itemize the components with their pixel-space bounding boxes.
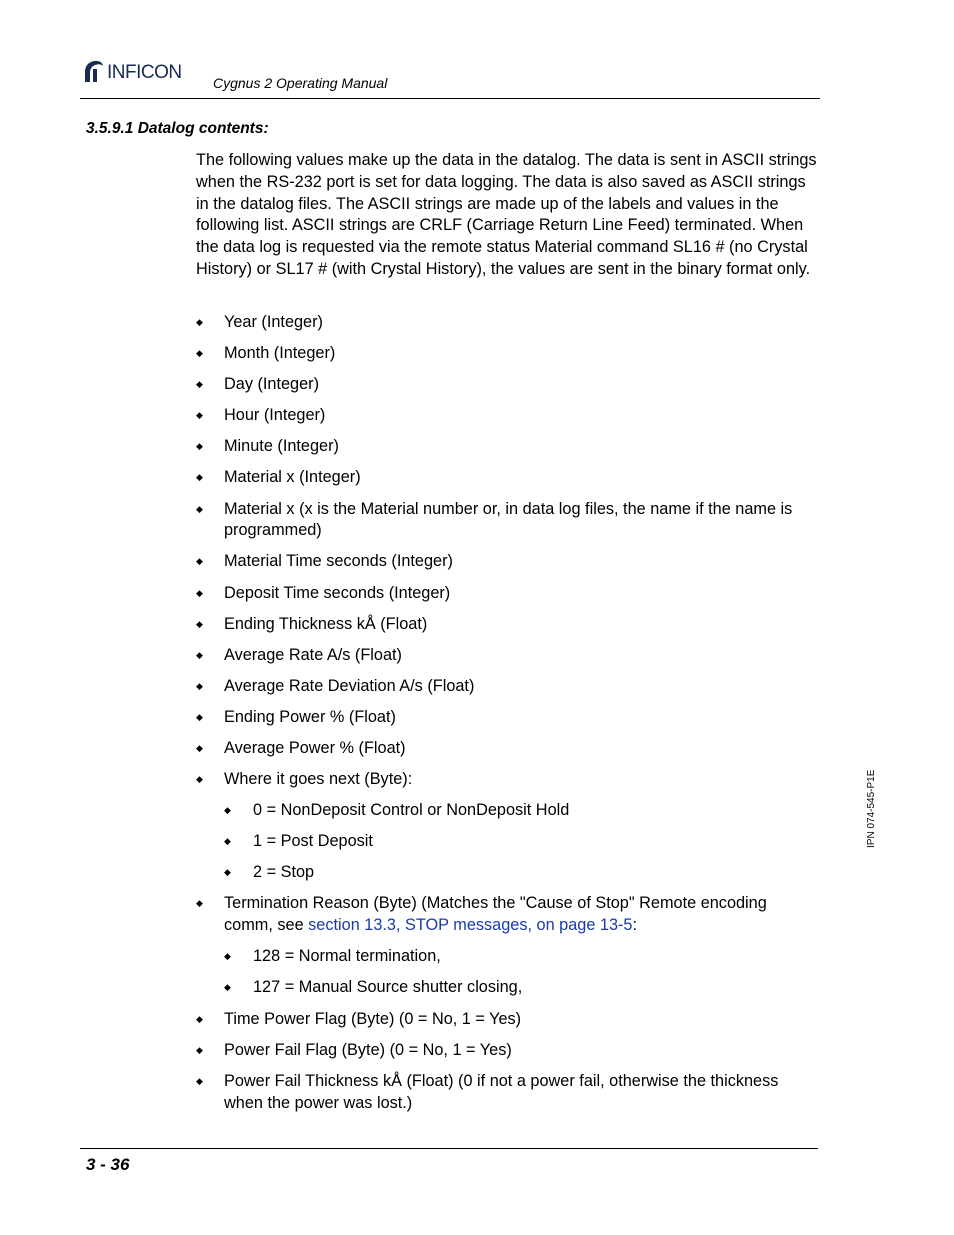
list-item: ◆ Power Fail Flag (Byte) (0 = No, 1 = Yes)	[196, 1040, 818, 1062]
sub-list-item: ◆ 128 = Normal termination,	[224, 946, 818, 968]
sub-list-item: ◆ 0 = NonDeposit Control or NonDeposit Hold	[224, 800, 818, 822]
list-item: ◆ Deposit Time seconds (Integer)	[196, 583, 818, 605]
list-item: ◆ Ending Power % (Float)	[196, 707, 818, 729]
list-item: ◆ Material x (x is the Material number or, in data log files, the name if the name is programmed)	[196, 499, 818, 543]
footer-rule	[80, 1148, 818, 1149]
list-item: ◆ Power Fail Thickness kÅ (Float) (0 if not a power fail, otherwise the thickness when the power was lost.)	[196, 1071, 818, 1115]
termination-text: Termination Reason (Byte) (Matches the "Cause of Stop" Remote encoding comm, see	[224, 894, 767, 935]
sub-list-item: ◆ 2 = Stop	[224, 862, 818, 884]
list-item: ◆ Material x (Integer)	[196, 467, 818, 489]
list-item: ◆ Year (Integer)	[196, 312, 818, 334]
list-item: ◆ Day (Integer)	[196, 374, 818, 396]
list-item: ◆ Ending Thickness kÅ (Float)	[196, 614, 818, 636]
termination-options	[224, 946, 818, 999]
list-item: ◆ Material Time seconds (Integer)	[196, 551, 818, 573]
page-number: 3 - 36	[86, 1155, 130, 1174]
header-rule	[80, 98, 820, 99]
list-item: ◆ Average Power % (Float)	[196, 738, 818, 760]
list-item: ◆ Minute (Integer)	[196, 436, 818, 458]
where-next-label: Where it goes next (Byte):	[224, 770, 413, 789]
section-heading: 3.5.9.1 Datalog contents:	[86, 120, 269, 137]
stop-messages-link[interactable]: section 13.3, STOP messages, on page 13-5	[308, 916, 633, 935]
intro-paragraph: The following values make up the data in the datalog. The data is sent in ASCII strings when the RS-232 port is set for data logging. The data is also saved as ASCII strings in the datalog files. The ASCII strings are made up of the labels and values in the following list. ASCII strings are CRLF (Carriage Return Line Feed) terminated. When the data log is requested via the remote status Material command SL16 # (no Crystal History) or SL17 # (with Crystal History), the values are sent in the binary format only.	[196, 151, 817, 278]
termination-colon: :	[632, 916, 638, 935]
list-item: ◆ Hour (Integer)	[196, 405, 818, 427]
list-item: ◆ Time Power Flag (Byte) (0 = No, 1 = Yes)	[196, 1009, 818, 1031]
where-next-options	[224, 800, 818, 884]
list-item: ◆ Average Rate A/s (Float)	[196, 645, 818, 667]
inficon-logo	[82, 60, 182, 82]
datalog-list	[196, 312, 818, 1124]
sub-list-item: ◆ 1 = Post Deposit	[224, 831, 818, 853]
document-ipn: IPN 074-545-P1E	[866, 769, 877, 848]
inficon-logo-icon	[82, 60, 104, 82]
logo-text: INFICON	[107, 62, 182, 83]
list-item-where-next	[196, 769, 818, 884]
list-item: ◆ Average Rate Deviation A/s (Float)	[196, 676, 818, 698]
manual-title: Cygnus 2 Operating Manual	[213, 75, 388, 91]
list-item: ◆ Month (Integer)	[196, 343, 818, 365]
list-item-termination	[196, 893, 818, 999]
sub-list-item: ◆ 127 = Manual Source shutter closing,	[224, 977, 818, 999]
